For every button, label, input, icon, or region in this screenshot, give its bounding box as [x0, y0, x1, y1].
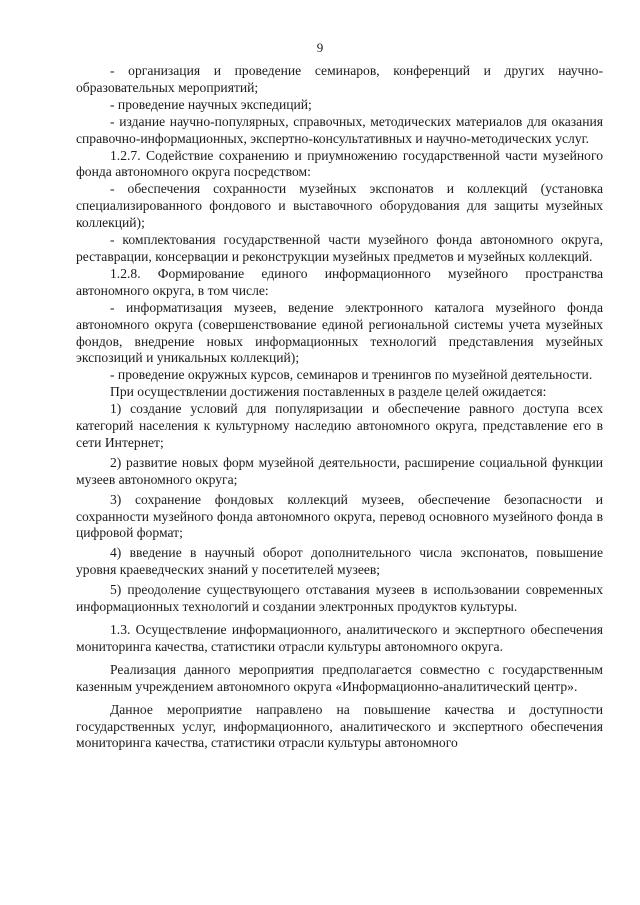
paragraph: 1.3. Осуществление информационного, аналитического и экспертного обеспечения мониторинга качества, статистики отрасли культуры автономного округа. [76, 622, 603, 654]
paragraph: - издание научно-популярных, справочных, методических материалов для оказания справочно-информационных, экспертно-консультативных и научно-методических услуг. [76, 113, 603, 146]
paragraph: - комплектования государственной части музейного фонда автономного округа, реставрации, консервации и реконструкции музейных предметов и музейных коллекций. [76, 232, 603, 264]
paragraph: 1.2.8. Формирование единого информационного музейного пространства автономного округа, в том числе: [76, 265, 603, 298]
paragraph: - проведение научных экспедиций; [110, 96, 312, 112]
document-body [76, 63, 603, 752]
paragraph: 5) преодоление существующего отставания музеев в использовании современных информационных технологий и создании электронных продуктов культуры. [76, 582, 603, 615]
paragraph: - организация и проведение семинаров, конференций и других научно-образовательных мероприятий; [76, 63, 603, 95]
paragraph: Данное мероприятие направлено на повышение качества и доступности государственных услуг, информационного, аналитического и экспертного обеспечения мониторинга качества, статистики отрасли культуры автономного [76, 701, 603, 751]
paragraph: При осуществлении достижения поставленных в разделе целей ожидается: [110, 384, 547, 400]
paragraph: Реализация данного мероприятия предполагается совместно с государственным казенным учреждением автономного округа «Информационно-аналитический центр». [76, 661, 603, 694]
paragraph: 1) создание условий для популяризации и обеспечение равного доступа всех категорий населения к культурному наследию автономного округа, представление его в сети Интернет; [76, 401, 603, 450]
paragraph: 1.2.7. Содействие сохранению и приумножению государственной части музейного фонда автономного округа посредством: [76, 147, 603, 180]
paragraph: 3) сохранение фондовых коллекций музеев, обеспечение безопасности и сохранности музейного фонда автономного округа, перевод основного музейного фонда в цифровой формат; [76, 491, 603, 541]
paragraph: - информатизация музеев, ведение электронного каталога музейного фонда автономного округа (совершенствование единой региональной системы учета музейных фондов, внедрение новых информационных технологий представления музейных экспозиций и уникальных коллекций); [76, 299, 603, 366]
paragraph: 4) введение в научный оборот дополнительного числа экспонатов, повышение уровня краеведческих знаний у посетителей музеев; [76, 545, 603, 578]
page-number: 9 [316, 40, 324, 55]
paragraph: - обеспечения сохранности музейных экспонатов и коллекций (установка специализированного фондового и выставочного оборудования для защиты музейных коллекций); [76, 181, 603, 231]
paragraph: - проведение окружных курсов, семинаров и тренингов по музейной деятельности. [110, 367, 593, 383]
paragraph: 2) развитие новых форм музейной деятельности, расширение социальной функции музеев автономного округа; [76, 454, 603, 487]
